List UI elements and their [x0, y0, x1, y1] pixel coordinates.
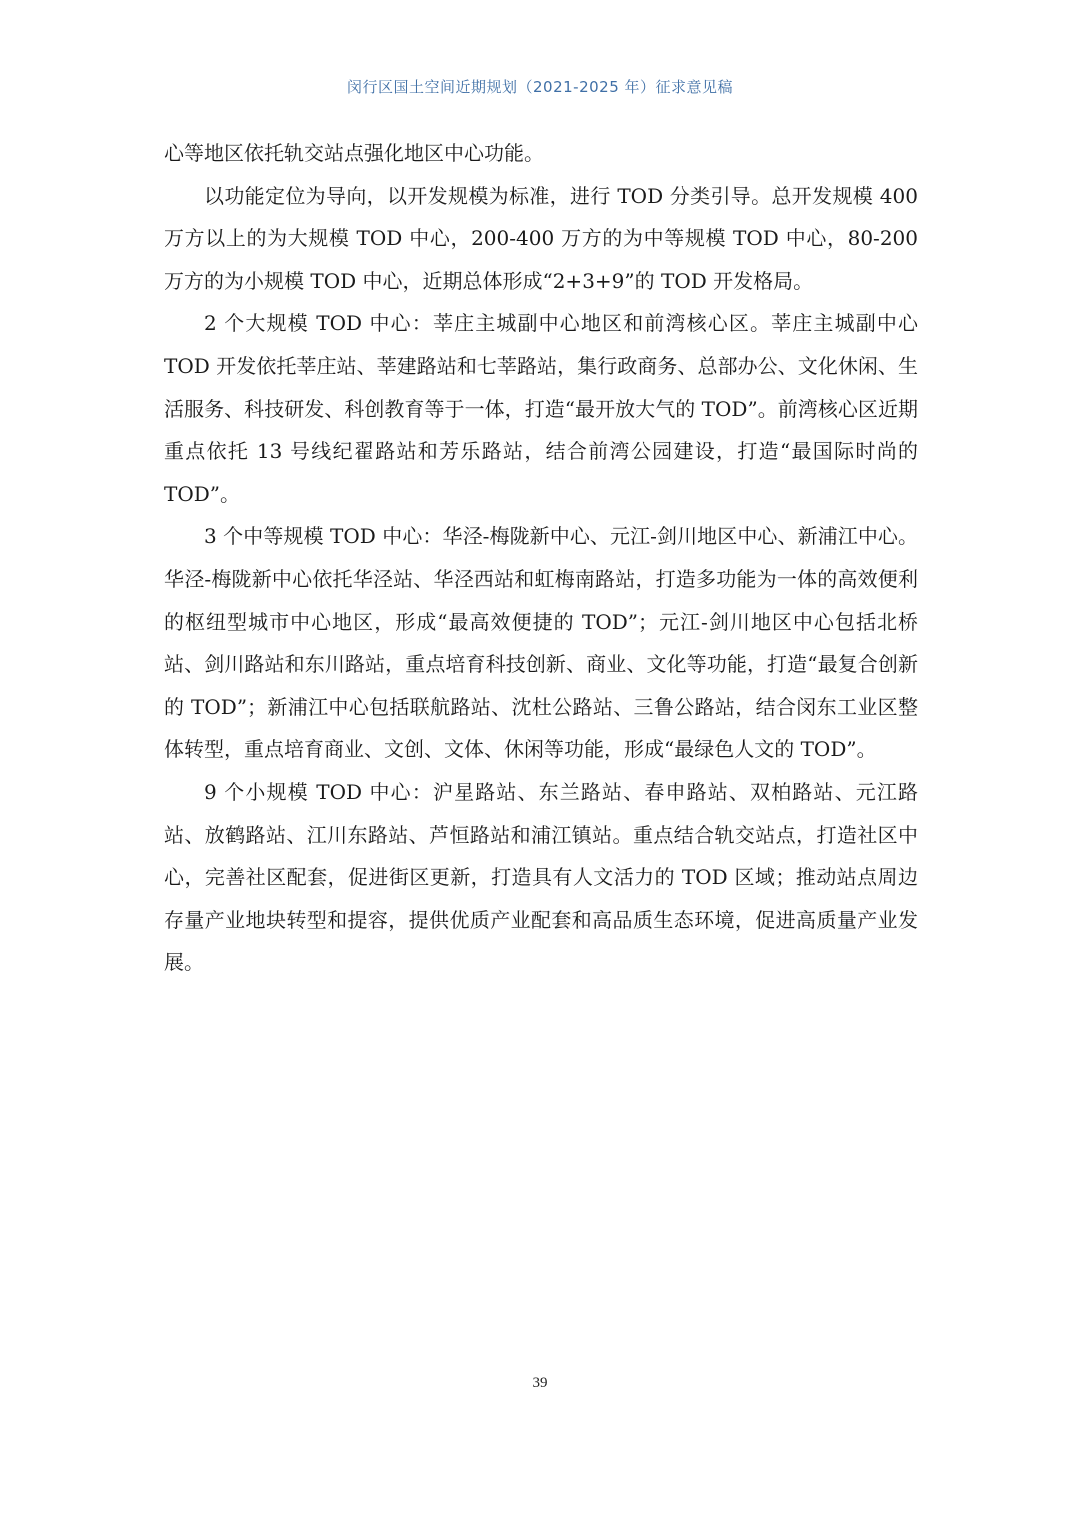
page-number: 39 — [532, 1375, 548, 1391]
paragraph-tod-classification: 以功能定位为导向，以开发规模为标准，进行 TOD 分类引导。总开发规模 400 万方以上的为大规模 TOD 中心，200-400 万方的为中等规模 TOD 中心，80-200 万方的为小规模 TOD 中心，近期总体形成“2+3+9”的 TOD 开发格局。 — [164, 183, 918, 293]
paragraph-small-tod: 9 个小规模 TOD 中心：沪星路站、东兰路站、春申路站、双柏路站、元江路站、放鹤路站、江川东路站、芦恒路站和浦江镇站。重点结合轨交站点，打造社区中心，完善社区配套，促进街区更新，打造具有人文活力的 TOD 区域；推动站点周边存量产业地块转型和提容，提供优质产业配套和高品质生态环境，促进高质量产业发展。 — [164, 779, 918, 975]
paragraph-continuation: 心等地区依托轨交站点强化地区中心功能。 — [164, 141, 544, 165]
body-text — [164, 132, 918, 984]
paragraph-large-tod: 2 个大规模 TOD 中心：莘庄主城副中心地区和前湾核心区。莘庄主城副中心 TOD 开发依托莘庄站、莘建路站和七莘路站，集行政商务、总部办公、文化休闲、生活服务、科技研发、科创教育等于一体，打造“最开放大气的 TOD”。前湾核心区近期重点依托 13 号线纪翟路站和芳乐路站，结合前湾公园建设，打造“最国际时尚的 TOD”。 — [164, 311, 918, 506]
running-header: 闵行区国土空间近期规划（2021-2025 年）征求意见稿 — [346, 78, 734, 96]
paragraph-medium-tod: 3 个中等规模 TOD 中心：华泾-梅陇新中心、元江-剑川地区中心、新浦江中心。华泾-梅陇新中心依托华泾站、华泾西站和虹梅南路站，打造多功能为一体的高效便利的枢纽型城市中心地区，形成“最高效便捷的 TOD”；元江-剑川地区中心包括北桥站、剑川路站和东川路站，重点培育科技创新、商业、文化等功能，打造“最复合创新的 TOD”；新浦江中心包括联航路站、沈杜公路站、三鲁公路站，结合闵东工业区整体转型，重点培育商业、文创、文体、休闲等功能，形成“最绿色人文的 TOD”。 — [164, 524, 918, 762]
